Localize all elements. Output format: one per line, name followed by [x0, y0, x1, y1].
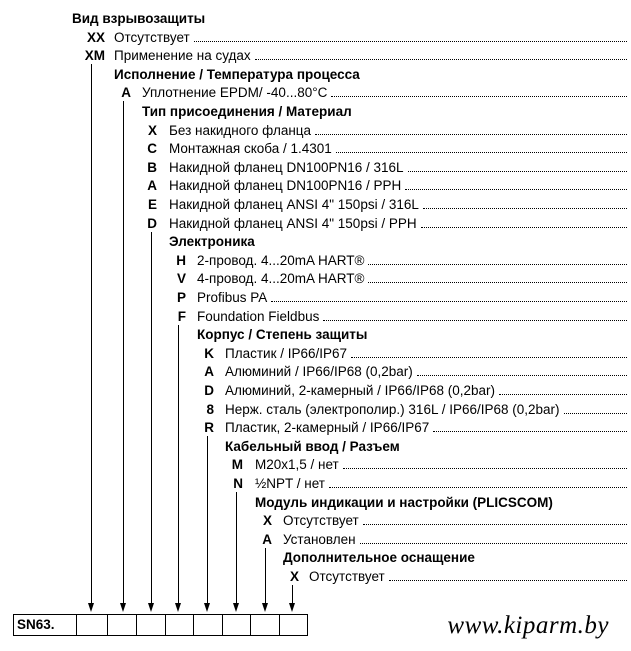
option-label: Без накидного фланца	[169, 122, 312, 138]
section-title: Кабельный ввод / Разъем	[225, 438, 400, 454]
order-code-slot	[193, 614, 223, 636]
option-label: Отсутствует	[114, 29, 190, 45]
order-code-slot	[165, 614, 194, 636]
option-code: E	[147, 197, 157, 212]
dot-leader	[368, 264, 627, 265]
option-label: Отсутствует	[309, 569, 385, 584]
option-label: Накидной фланец ANSI 4" 150psi / 316L	[169, 197, 419, 212]
option-label: Установлен	[283, 531, 356, 547]
order-code-slot	[136, 614, 166, 636]
order-code-prefix-box	[13, 614, 77, 636]
order-code-slot	[250, 614, 280, 636]
option-label: Foundation Fieldbus	[197, 308, 320, 324]
option-label: Алюминий / IP66/IP68 (0,2bar)	[225, 364, 413, 380]
option-label: 2-провод. 4...20mA HART®	[197, 252, 365, 268]
connector-line	[123, 101, 124, 603]
option-code: X	[289, 569, 299, 584]
option-label: 4-провод. 4...20mA HART®	[197, 271, 365, 287]
option-code: D	[204, 383, 214, 398]
dot-leader	[564, 413, 627, 414]
connector-line	[236, 492, 237, 603]
option-label: Накидной фланец ANSI 4" 150psi / PPH	[169, 215, 417, 231]
dot-leader	[336, 152, 627, 153]
option-code: A	[262, 531, 272, 547]
option-code: P	[176, 290, 186, 305]
option-code: A	[204, 364, 214, 380]
arrow-down-icon	[148, 603, 154, 612]
connector-line	[91, 64, 92, 603]
dot-leader	[421, 227, 627, 228]
option-code: XX	[86, 29, 105, 45]
option-code: N	[233, 476, 243, 491]
option-code: F	[177, 308, 186, 324]
arrow-down-icon	[120, 603, 126, 612]
option-label: Пластик / IP66/IP67	[225, 345, 348, 361]
section-title: Электроника	[169, 234, 255, 250]
option-code: 8	[206, 401, 214, 417]
order-code-slot	[107, 614, 137, 636]
connector-line	[292, 585, 293, 603]
option-code: D	[147, 215, 157, 231]
dot-leader	[331, 96, 627, 97]
option-code: XM	[84, 48, 105, 64]
dot-leader	[271, 301, 627, 302]
option-label: M20x1,5 / нет	[255, 457, 339, 473]
option-label: ½NPT / нет	[255, 476, 325, 491]
order-code-slot	[279, 614, 308, 636]
dot-leader	[323, 320, 627, 321]
dot-leader	[255, 59, 627, 60]
connector-line	[178, 325, 179, 603]
option-code: B	[147, 159, 157, 175]
option-code: K	[204, 345, 214, 361]
dot-leader	[315, 134, 627, 135]
option-code: R	[204, 420, 214, 436]
option-label: Накидной фланец DN100PN16 / PPH	[169, 178, 402, 194]
option-code: X	[262, 513, 272, 529]
option-label: Алюминий, 2-камерный / IP66/IP68 (0,2bar)	[225, 383, 495, 398]
option-label: Пластик, 2-камерный / IP66/IP67	[225, 420, 430, 436]
option-label: Монтажная скоба / 1.4301	[169, 141, 332, 157]
section-title: Модуль индикации и настройки (PLICSCOM)	[255, 494, 553, 510]
dot-leader	[499, 394, 627, 395]
arrow-down-icon	[175, 603, 181, 612]
dot-leader	[433, 431, 627, 432]
dot-leader	[368, 282, 627, 283]
arrow-down-icon	[262, 603, 268, 612]
arrow-down-icon	[204, 603, 210, 612]
dot-leader	[329, 487, 627, 488]
option-code: V	[176, 271, 186, 287]
section-title: Исполнение / Температура процесса	[114, 66, 360, 82]
option-label: Применение на судах	[114, 48, 251, 64]
option-code: H	[176, 252, 186, 268]
connector-line	[207, 436, 208, 603]
option-label: Отсутствует	[283, 513, 359, 529]
section-title: Тип присоединения / Материал	[142, 104, 352, 119]
arrow-down-icon	[233, 603, 239, 612]
option-code: M	[231, 457, 243, 473]
order-code-slot	[76, 614, 108, 636]
option-code: A	[121, 85, 131, 101]
dot-leader	[405, 189, 627, 190]
website-watermark: www.kiparm.by	[447, 612, 609, 639]
dot-leader	[360, 543, 627, 544]
option-label: Profibus PA	[197, 290, 268, 305]
order-code-prefix: SN63.	[17, 617, 55, 632]
order-code-slot	[222, 614, 251, 636]
connector-line	[265, 548, 266, 603]
option-label: Нерж. сталь (электрополир.) 316L / IP66/IP68 (0,2bar)	[225, 401, 560, 417]
option-label: Уплотнение EPDM/ -40...80°C	[142, 85, 328, 101]
arrow-down-icon	[88, 603, 94, 612]
option-code: X	[147, 122, 157, 138]
option-code: A	[147, 178, 157, 194]
connector-line	[151, 232, 152, 603]
arrow-down-icon	[289, 603, 295, 612]
section-title: Дополнительное оснащение	[283, 550, 475, 566]
section-title: Корпус / Степень защиты	[197, 327, 368, 343]
dot-leader	[408, 171, 627, 172]
option-code: C	[147, 141, 157, 157]
dot-leader	[194, 41, 627, 42]
dot-leader	[417, 375, 627, 376]
dot-leader	[389, 580, 627, 581]
dot-leader	[343, 468, 627, 469]
option-label: Накидной фланец DN100PN16 / 316L	[169, 159, 404, 175]
dot-leader	[363, 524, 627, 525]
section-title: Вид взрывозащиты	[72, 11, 206, 26]
dot-leader	[351, 357, 627, 358]
dot-leader	[423, 208, 627, 209]
